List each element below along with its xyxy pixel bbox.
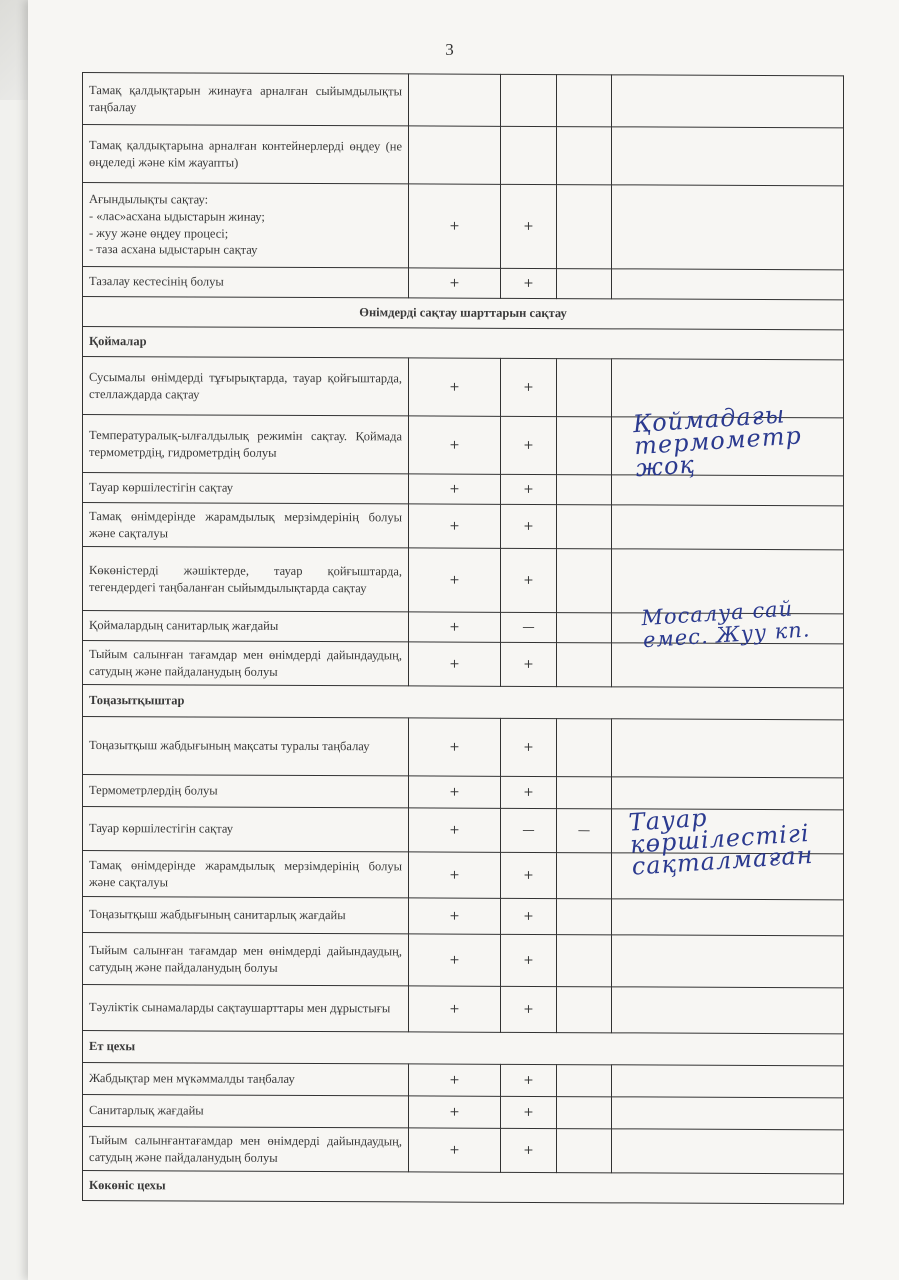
table-row (83, 717, 844, 778)
mark-cell: + (501, 358, 557, 416)
mark-cell: + (409, 504, 501, 548)
mark-cell: + (501, 934, 557, 986)
mark-cell (557, 1097, 612, 1129)
mark-cell: + (409, 184, 501, 268)
mark-cell (409, 74, 501, 126)
note-cell (612, 1097, 844, 1130)
table-row (83, 897, 844, 936)
section-title: Өнімдерді сақтау шарттарын сақтау (83, 297, 844, 330)
mark-cell: + (501, 852, 557, 898)
subsection-header-row (83, 685, 844, 720)
mark-cell: + (409, 898, 501, 934)
table-row (83, 1127, 844, 1174)
page-number: 3 (445, 40, 454, 59)
note-cell (612, 549, 844, 614)
mark-cell: + (501, 1096, 557, 1128)
mark-cell: + (501, 642, 557, 686)
mark-cell: + (409, 612, 501, 642)
mark-cell (557, 185, 612, 269)
subsection-header-row (83, 327, 844, 360)
mark-cell: + (409, 776, 501, 808)
mark-cell (557, 127, 612, 185)
note-cell (612, 400, 844, 483)
table-row (83, 851, 844, 900)
mark-cell (557, 643, 612, 687)
mark-cell: + (501, 474, 557, 504)
mark-cell (557, 417, 612, 475)
criterion-label: Тыйым салынған тағамдар мен өнімдерді дайындаудың, сатудың және пайдаланудың болуы (83, 933, 409, 986)
section-header-row (83, 297, 844, 330)
mark-cell: + (409, 268, 501, 298)
note-cell (612, 127, 844, 186)
mark-cell: — (557, 809, 612, 853)
mark-cell: + (501, 718, 557, 776)
mark-cell (557, 1065, 612, 1097)
mark-cell (557, 613, 612, 643)
note-cell (612, 853, 844, 900)
note-cell (612, 987, 844, 1034)
note-cell (612, 75, 844, 128)
note-cell (612, 505, 844, 550)
criterion-label: Термометрлердің болуы (83, 775, 409, 808)
mark-cell (501, 126, 557, 184)
criterion-label: Санитарлық жағдайы (83, 1095, 409, 1128)
mark-cell: + (501, 548, 557, 612)
mark-cell: + (409, 934, 501, 986)
table-row (83, 547, 844, 614)
criterion-label: Тыйым салынған тағамдар мен өнімдерді дайындаудың, сатудың және пайдаланудың болуы (83, 641, 409, 686)
mark-cell: + (409, 718, 501, 776)
mark-cell (557, 853, 612, 899)
mark-cell (557, 987, 612, 1033)
table-row (83, 73, 844, 128)
table-row (83, 357, 844, 418)
mark-cell (557, 269, 612, 299)
mark-cell: + (409, 1096, 501, 1128)
note-cell (612, 269, 844, 300)
mark-cell (501, 74, 557, 126)
criterion-label: Тамақ қалдықтарына арналған контейнерлерді өңдеу (не өңделеді және кім жауапты) (83, 125, 409, 184)
criterion-label: Ағындылықты сақтау: - «лас»асхана ыдыстарын жинау; - жуу және өңдеу процесі; - таза асхана ыдыстарын сақтау (83, 183, 409, 268)
table-row (83, 807, 844, 854)
note-cell (612, 643, 844, 688)
mark-cell (557, 935, 612, 987)
table-row (83, 775, 844, 810)
mark-cell: + (409, 416, 501, 474)
subsection-header-row (83, 1171, 844, 1204)
mark-cell (557, 359, 612, 417)
criterion-label: Сусымалы өнімдерді тұғырықтарда, тауар қойғыштарда, стеллаждарда сақтау (83, 357, 409, 416)
handwritten-note: Қоймадағы термометр жоқ (631, 400, 803, 483)
mark-cell: + (501, 268, 557, 298)
mark-cell: + (501, 504, 557, 548)
mark-cell: + (501, 416, 557, 474)
table-row (83, 267, 844, 300)
mark-cell (557, 549, 612, 613)
table-row (83, 933, 844, 988)
subsection-title: Көкөніс цехы (83, 1171, 844, 1204)
note-cell (612, 899, 844, 936)
mark-cell: + (501, 898, 557, 934)
mark-cell (557, 777, 612, 809)
criterion-label: Тамақ қалдықтарын жинауға арналған сыйымдылықты таңбалау (83, 73, 409, 126)
table-row (83, 1063, 844, 1098)
table-row (83, 125, 844, 186)
mark-cell: + (409, 642, 501, 686)
criterion-label: Тамақ өнімдерінде жарамдылық мерзімдерінің болуы және сақталуы (83, 851, 409, 898)
criterion-label: Тауар көршілестігін сақтау (83, 807, 409, 852)
table-row (83, 641, 844, 688)
mark-cell: — (501, 808, 557, 852)
mark-cell: + (501, 776, 557, 808)
mark-cell: + (409, 852, 501, 898)
mark-cell (557, 899, 612, 935)
mark-cell: + (501, 1128, 557, 1172)
mark-cell: + (409, 474, 501, 504)
table-row (83, 1095, 844, 1130)
criterion-label: Қоймалардың санитарлық жағдайы (83, 611, 409, 642)
mark-cell (409, 126, 501, 184)
table-row (83, 473, 844, 506)
mark-cell (557, 505, 612, 549)
note-cell (612, 803, 844, 881)
criterion-label: Тоңазытқыш жабдығының мақсаты туралы таңбалау (83, 717, 409, 776)
table-row (83, 611, 844, 644)
subsection-title: Тоңазытқыштар (83, 685, 844, 720)
mark-cell: + (409, 986, 501, 1032)
table-row (83, 415, 844, 476)
mark-cell: + (409, 548, 501, 612)
mark-cell: + (409, 808, 501, 852)
note-cell (612, 935, 844, 988)
note-cell (612, 777, 844, 810)
criterion-label: Тауар көршілестігін сақтау (83, 473, 409, 504)
note-cell (612, 596, 844, 653)
mark-cell: + (409, 358, 501, 416)
table-row (83, 183, 844, 270)
subsection-title: Қоймалар (83, 327, 844, 360)
table-row (83, 985, 844, 1034)
mark-cell: + (501, 184, 557, 268)
note-cell (612, 1065, 844, 1098)
mark-cell: + (409, 1128, 501, 1172)
criterion-label: Тазалау кестесінің болуы (83, 267, 409, 298)
criterion-label: Тәуліктік сынамаларды сақтаушарттары мен дұрыстығы (83, 985, 409, 1032)
handwritten-note: Тауар көршілестігі сақталмаған (627, 803, 815, 881)
criterion-label: Көкөністерді жәшіктерде, тауар қойғыштарда, тегендердегі таңбаланған сыйымдылықтарда сақтау (83, 547, 409, 612)
mark-cell: + (409, 1064, 501, 1096)
note-cell (612, 1129, 844, 1174)
criterion-label: Тамақ өнімдерінде жарамдылық мерзімдерінің болуы және сақталуы (83, 503, 409, 548)
mark-cell (557, 75, 612, 127)
subsection-header-row (83, 1031, 844, 1066)
note-cell (612, 719, 844, 778)
inspection-checklist-table (82, 72, 844, 1204)
mark-cell: + (501, 1064, 557, 1096)
note-cell (612, 359, 844, 418)
criterion-label: Тоңазытқыш жабдығының санитарлық жағдайы (83, 897, 409, 934)
mark-cell: + (501, 986, 557, 1032)
mark-cell: — (501, 612, 557, 642)
criterion-label: Жабдықтар мен мүкәммалды таңбалау (83, 1063, 409, 1096)
note-cell (612, 475, 844, 506)
mark-cell (557, 719, 612, 777)
handwritten-note: Мосалуа сай емес. Жуу кп. (640, 596, 812, 653)
subsection-title: Ет цехы (83, 1031, 844, 1066)
mark-cell (557, 1129, 612, 1173)
criterion-label: Тыйым салынғантағамдар мен өнімдерді дайындаудың, сатудың және пайдаланудың болуы (83, 1127, 409, 1172)
note-cell (612, 185, 844, 270)
table-row (83, 503, 844, 550)
mark-cell (557, 475, 612, 505)
criterion-label: Температуралық-ылғалдылық режимін сақтау. Қоймада термометрдің, гидрометрдің болуы (83, 415, 409, 474)
